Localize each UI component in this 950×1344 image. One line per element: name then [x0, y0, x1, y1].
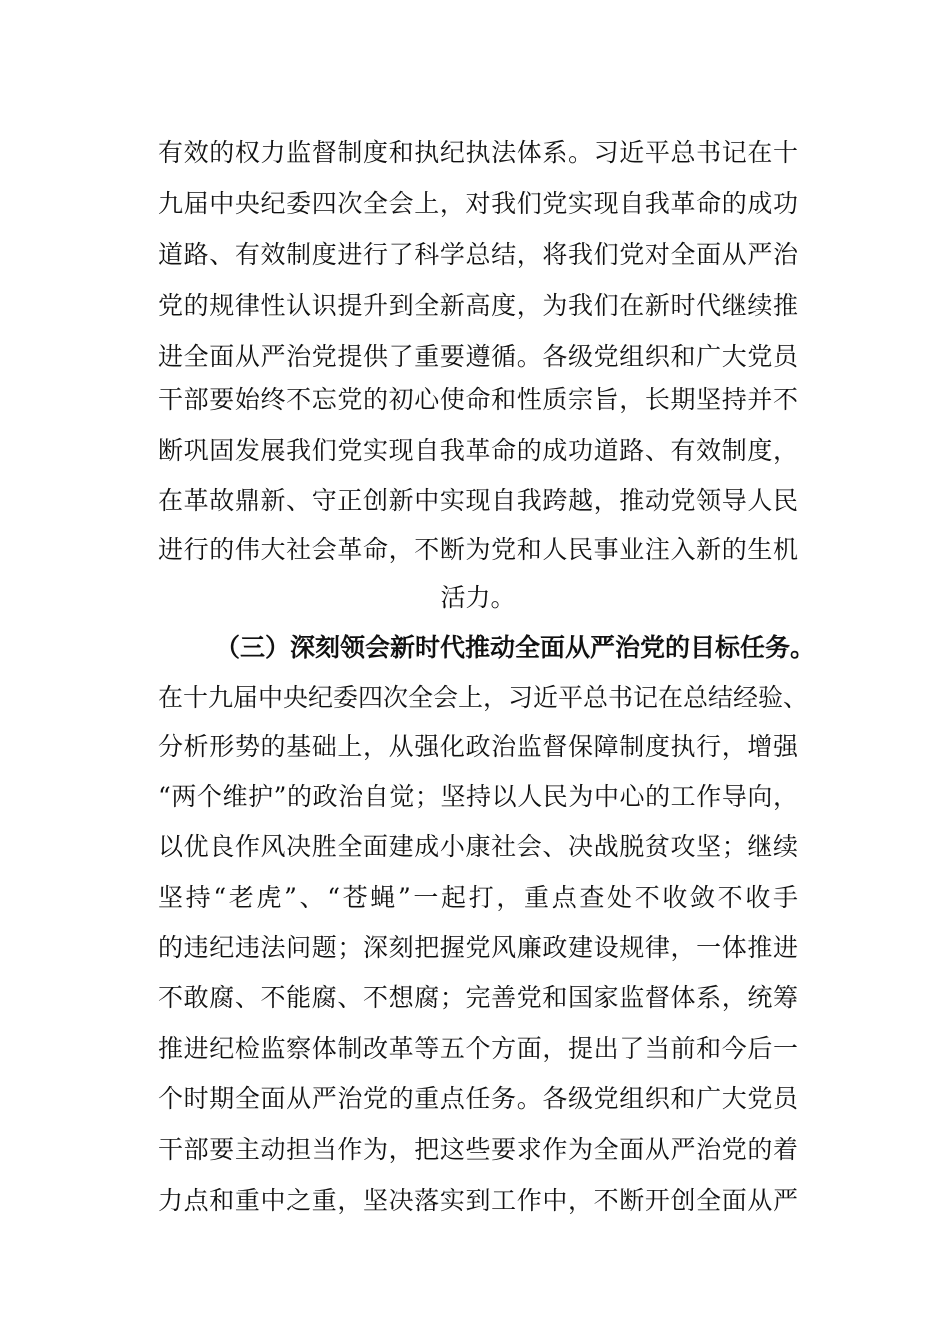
paragraph-2-line-1: 在十九届中央纪委四次全会上，习近平总书记在总结经验、	[158, 683, 809, 712]
paragraph-2-line-4: 以优良作风决胜全面建成小康社会、决战脱贫攻坚；继续	[158, 832, 798, 861]
paragraph-2-line-3: “两个维护”的政治自觉；坚持以人民为中心的工作导向，	[158, 782, 798, 811]
paragraph-1-line-5: 进全面从严治党提供了重要遵循。各级党组织和广大党员	[158, 342, 798, 371]
paragraph-2-line-10: 干部要主动担当作为，把这些要求作为全面从严治党的着	[158, 1135, 798, 1164]
paragraph-1-line-8: 在革故鼎新、守正创新中实现自我跨越，推动党领导人民	[158, 486, 798, 515]
paragraph-1-line-6: 干部要始终不忘党的初心使命和性质宗旨，长期坚持并不	[158, 385, 798, 414]
paragraph-1-line-4: 党的规律性认识提升到全新高度，为我们在新时代继续推	[158, 291, 798, 320]
paragraph-2-line-7: 不敢腐、不能腐、不想腐；完善党和国家监督体系，统筹	[158, 983, 798, 1012]
paragraph-2-line-6: 的违纪违法问题；深刻把握党风廉政建设规律，一体推进	[158, 933, 798, 962]
paragraph-1-line-2: 九届中央纪委四次全会上，对我们党实现自我革命的成功	[158, 189, 798, 218]
paragraph-2-line-5: 坚持“老虎”、“苍蝇”一起打，重点查处不收敛不收手	[158, 883, 798, 912]
paragraph-1-line-7: 断巩固发展我们党实现自我革命的成功道路、有效制度，	[158, 436, 798, 465]
paragraph-2-line-2: 分析形势的基础上，从强化政治监督保障制度执行，增强	[158, 732, 798, 761]
paragraph-1-line-10: 活力。	[440, 583, 516, 612]
paragraph-2-line-11: 力点和重中之重，坚决落实到工作中，不断开创全面从严	[158, 1186, 798, 1215]
paragraph-1-line-3: 道路、有效制度进行了科学总结，将我们党对全面从严治	[158, 240, 798, 269]
paragraph-1-line-1: 有效的权力监督制度和执纪执法体系。习近平总书记在十	[158, 138, 798, 167]
paragraph-1-line-9: 进行的伟大社会革命，不断为党和人民事业注入新的生机	[158, 535, 798, 564]
paragraph-2-line-8: 推进纪检监察体制改革等五个方面，提出了当前和今后一	[158, 1034, 798, 1063]
section-heading: （三）深刻领会新时代推动全面从严治党的目标任务。	[215, 633, 816, 662]
paragraph-2-line-9: 个时期全面从严治党的重点任务。各级党组织和广大党员	[158, 1084, 798, 1113]
